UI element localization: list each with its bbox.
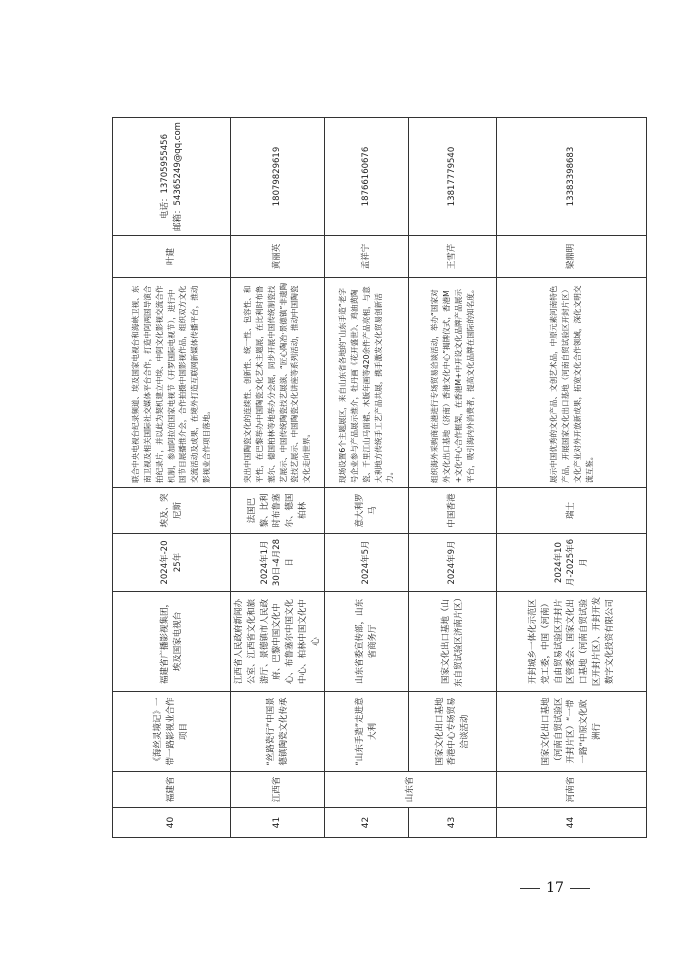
page-number-dash-left (520, 888, 540, 889)
cell-project: “山东手造”走进意大利 (325, 692, 409, 772)
table-row (409, 118, 497, 838)
cell-content: 联合中央电视台纪录频道、埃及国家电视台和海峡卫视、东南卫视及相关国际社交媒体平台合作，打造中阿两国导演合拍纪录片，并以此为契机建立中埃、中阿文化影视交流合作机制，参加阿拉伯国家电视节（开罗国际电视节），进行中国节目展播推介会，合作拍摄中国影视作品，组织双方文化交流活动及成果，在境外打造互联网新媒体传播平台，推动影视业合作项目落地。 (113, 278, 231, 488)
cell-project: 国家文化出口基地（河南自贸试验区开封片区）“一带一路”中原文化欧洲行 (497, 692, 647, 772)
cell-time: 2024年10月-2025年6月 (497, 534, 647, 592)
cell-phone: 18766160676 (325, 118, 409, 236)
cell-country: 埃及、突尼斯 (113, 488, 231, 534)
cell-project: 国家文化出口基地香港中心专场贸易洽谈活动 (409, 692, 497, 772)
cell-no: 43 (409, 808, 497, 838)
cell-contact: 王雪芹 (409, 236, 497, 278)
cell-no: 44 (497, 808, 647, 838)
cell-no: 42 (325, 808, 409, 838)
table-row (231, 118, 325, 838)
cell-content: 现场设置6个主题展区，来自山东省各地的“山东手造”老字号企业参与产品展示推介，牡丹画《花开盛世》、鸡油黄陶瓷、千里江山马面裙、木版年画等420余件产品亮相，与意大利地方传统手工艺产品共展，携手激发文化贸易创新活力。 (325, 278, 409, 488)
rotated-table-sheet (112, 118, 642, 838)
cell-contact: 孟祥宁 (325, 236, 409, 278)
page-number-value: 17 (546, 880, 564, 896)
cell-province: 河南省 (497, 772, 647, 808)
page-number-dash-right (570, 888, 590, 889)
cell-time: 2024年9月 (409, 534, 497, 592)
cell-country: 法国巴黎、比利时布鲁塞尔、德国柏林 (231, 488, 325, 534)
cell-organizer: 开封城乡一体化示范区党工委，中国（河南）自由贸易试验区开封片区管委会、国家文化出口基地（河南自贸试验区开封片区）、开封开发数字文化投资有限公司 (497, 592, 647, 692)
cell-organizer: 福建省广播影视集团，埃及国家电视台 (113, 592, 231, 692)
table-row (325, 118, 409, 838)
cell-country: 意大利罗马 (325, 488, 409, 534)
cell-content: 突出中国陶瓷文化的连续性、创新性、统一性、包容性、和平性，在巴黎举办中国陶瓷文化艺术主题展，在比利时布鲁塞尔、德国柏林等地举办分会展，同步开展中国传统制瓷技艺展示、中国传统陶瓷技艺展演、“匠心陶冶·景德镇”非遗陶瓷技艺展示、中国陶瓷文化讲座等系列活动，推动中国陶瓷文化走向世界。 (231, 278, 325, 488)
cell-content: 展示中国优秀的文化产品、文创艺术品，中原元素河南特色产品，开展国家文化出口基地（河南自贸试验区开封片区）文化产业对外开放新成果，拓宽文化合作领域，深化文明交流互鉴。 (497, 278, 647, 488)
cell-country: 瑞士 (497, 488, 647, 534)
cell-province: 福建省 (113, 772, 231, 808)
cell-country: 中国香港 (409, 488, 497, 534)
cell-phone: 电话：13705955456 邮箱：54365249@qq.com (113, 118, 231, 236)
page-number (510, 880, 600, 896)
projects-table (112, 117, 647, 838)
table-row (113, 118, 231, 838)
cell-time: 2024年1月30日-4月28日 (231, 534, 325, 592)
cell-time: 2024年-2025年 (113, 534, 231, 592)
cell-contact: 黄丽英 (231, 236, 325, 278)
cell-no: 41 (231, 808, 325, 838)
cell-organizer: 江西省人民政府新闻办公室、江西省文化和旅游厅、景德镇市人民政府、巴黎中国文化中心、布鲁塞尔中国文化中心、柏林中国文化中心 (231, 592, 325, 692)
cell-province: 江西省 (231, 772, 325, 808)
cell-phone: 13383398683 (497, 118, 647, 236)
cell-organizer: 山东省委宣传部，山东省商务厅 (325, 592, 409, 692)
cell-project: 《海丝灵境记》一带一路影视业合作项目 (113, 692, 231, 772)
cell-phone: 18079829619 (231, 118, 325, 236)
cell-organizer: 国家文化出口基地（山东自贸试验区济南片区） (409, 592, 497, 692)
cell-no: 40 (113, 808, 231, 838)
cell-phone: 13817779540 (409, 118, 497, 236)
cell-province: 山东省 (325, 772, 497, 808)
cell-contact: 梁鼎明 (497, 236, 647, 278)
cell-content: 组织海外采购商在港进行专场贸易洽谈活动，举办“国家对外文化出口基地（济南）香港文化中心”揭牌仪式，香港M+文化中心合作框架，在香港M+中开设文化品牌产品展示平台，吸引海内外消费者，提高文化品牌在国际的知名度。 (409, 278, 497, 488)
table-row (497, 118, 647, 838)
cell-project: “丝路瓷行”中国景德镇陶瓷文化传承 (231, 692, 325, 772)
cell-time: 2024年5月 (325, 534, 409, 592)
cell-contact: 叶建 (113, 236, 231, 278)
